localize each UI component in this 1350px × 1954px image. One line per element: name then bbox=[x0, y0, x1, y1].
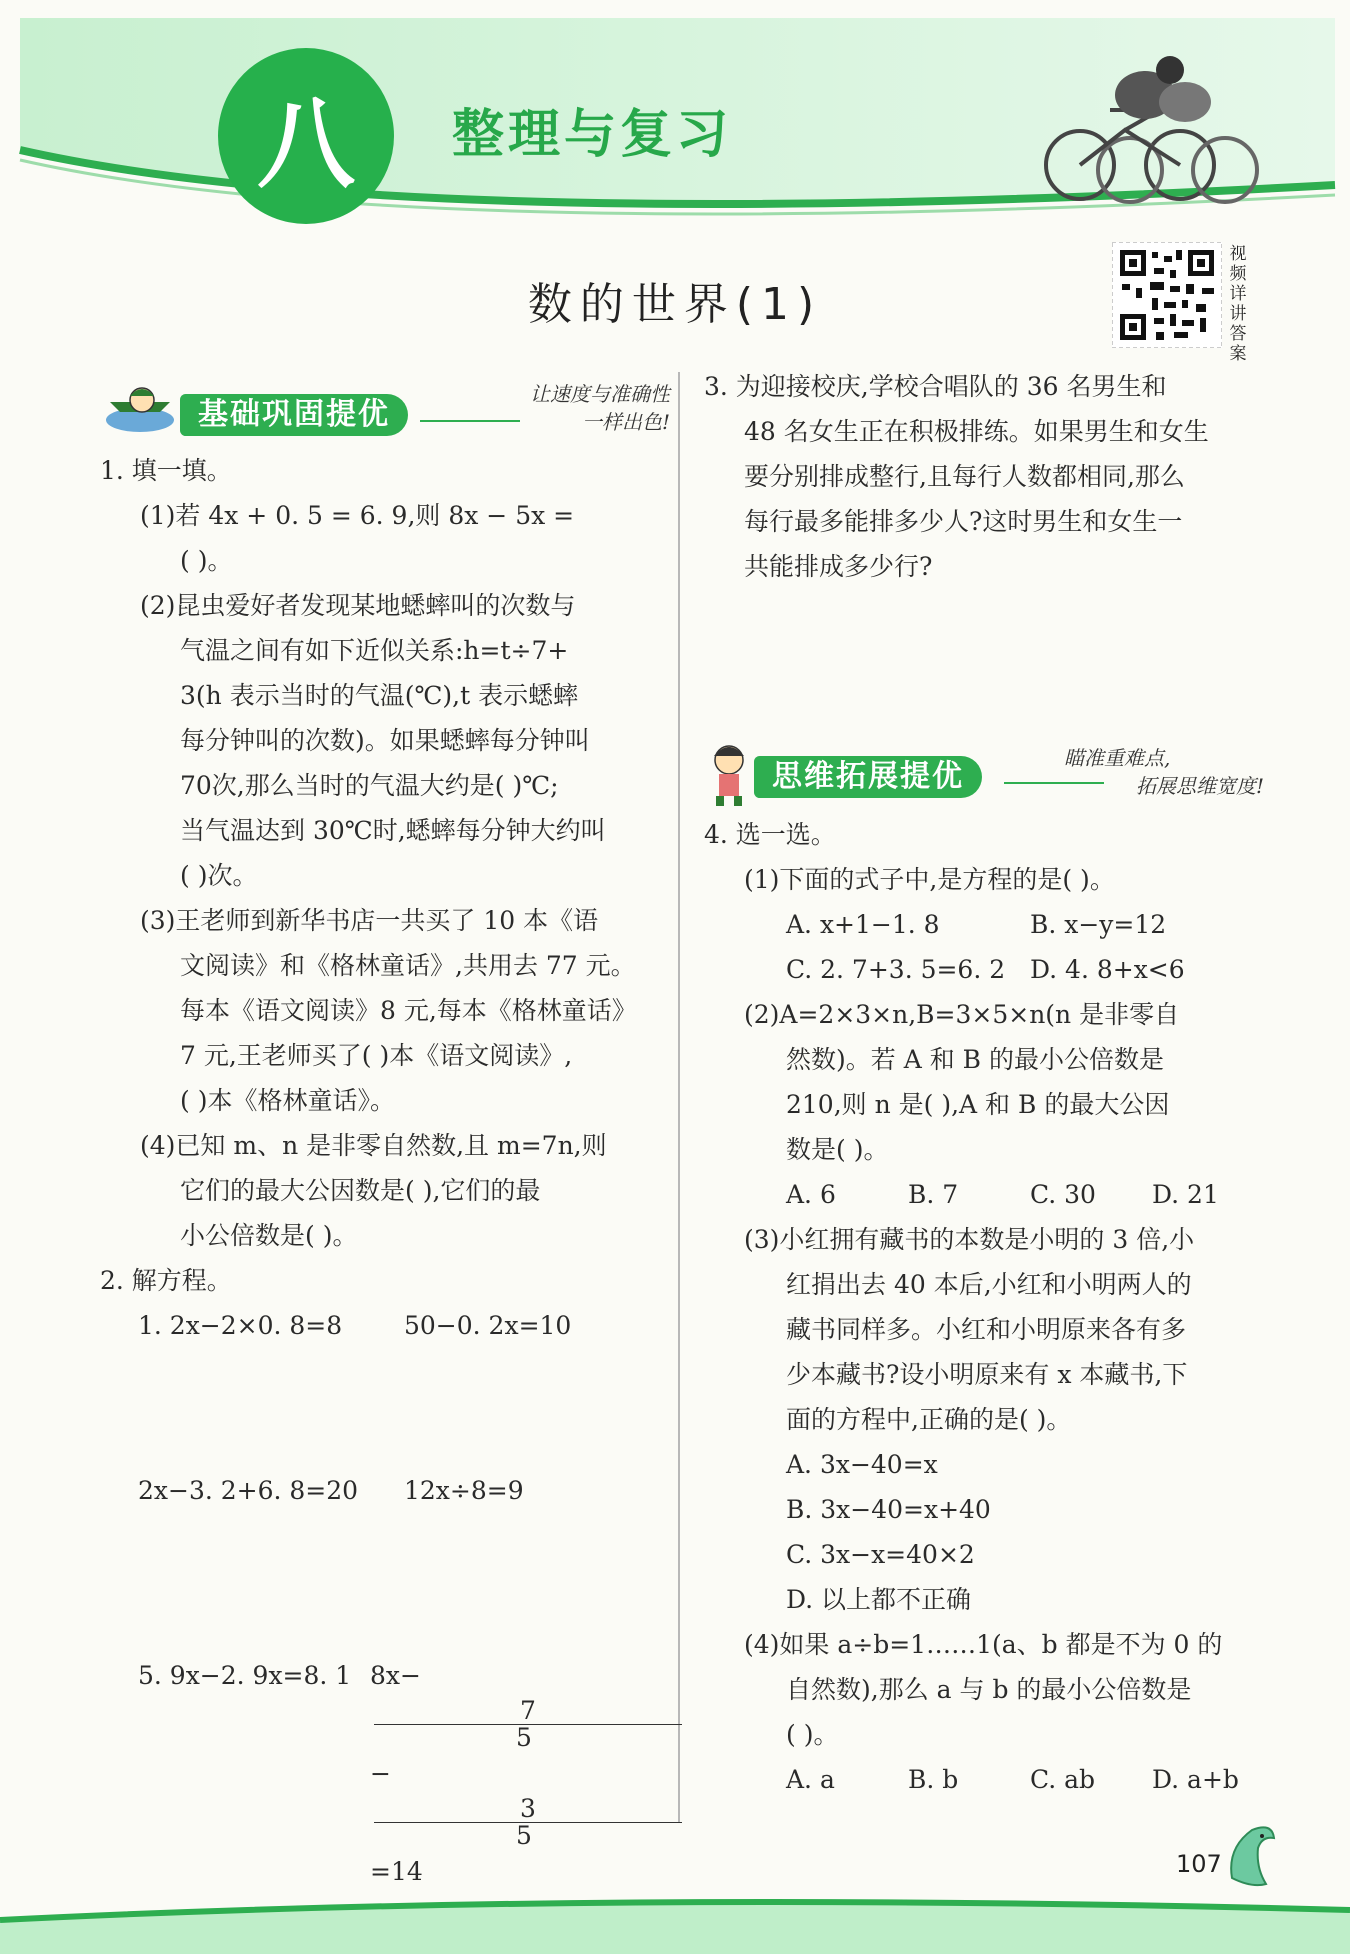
section-extension-tagline-1: 瞄准重难点, bbox=[1064, 746, 1171, 770]
q1-p4-line3: 小公倍数是( )。 bbox=[180, 1221, 358, 1250]
q4-p1-options-row1 bbox=[704, 902, 1274, 947]
cyclist-illustration bbox=[1040, 40, 1270, 210]
q4-p4-option-a[interactable]: A. a bbox=[786, 1765, 835, 1794]
unit-title: 整理与复习 bbox=[452, 105, 733, 165]
q2-row1 bbox=[100, 1303, 670, 1348]
q2-equation-2: 50−0. 2x=10 bbox=[404, 1311, 572, 1340]
q4-heading: 4. 选一选。 bbox=[704, 820, 836, 849]
q3-line2: 48 名女生正在积极排练。如果男生和女生 bbox=[744, 417, 1209, 446]
q1-p2-line1: (2)昆虫爱好者发现某地蟋蟀叫的次数与 bbox=[140, 591, 576, 620]
q2-row2 bbox=[100, 1468, 670, 1513]
q4-p4-option-b[interactable]: B. b bbox=[908, 1765, 959, 1794]
q1-p2-line7: ( )次。 bbox=[180, 861, 258, 890]
column-divider bbox=[678, 372, 680, 1822]
q4-p3-option-b[interactable]: B. 3x−40=x+40 bbox=[786, 1495, 991, 1524]
q3-line1: 3. 为迎接校庆,学校合唱队的 36 名男生和 bbox=[704, 372, 1167, 401]
q4-p2-line4: 数是( )。 bbox=[786, 1135, 889, 1164]
q4-p2-option-d[interactable]: D. 21 bbox=[1152, 1180, 1219, 1209]
q1-p3-line5: ( )本《格林童话》。 bbox=[180, 1086, 395, 1115]
q2-work-space-1[interactable] bbox=[100, 1348, 670, 1468]
lesson-title: 数的世界(1) bbox=[527, 279, 823, 330]
dolphin-icon bbox=[1222, 1818, 1282, 1898]
q4-p1-option-d[interactable]: D. 4. 8+x<6 bbox=[1030, 955, 1185, 984]
page-number: 107 bbox=[1176, 1850, 1222, 1878]
unit-number-badge bbox=[218, 48, 394, 224]
unit-number: 八 bbox=[256, 87, 355, 202]
q1-p2-line5: 70次,那么当时的气温大约是( )℃; bbox=[180, 771, 559, 800]
girl-mascot-icon bbox=[704, 742, 754, 808]
q1-p1-line1: (1)若 4x + 0. 5 = 6. 9,则 8x − 5x = bbox=[140, 501, 575, 530]
q1-p2-line3: 3(h 表示当时的气温(℃),t 表示蟋蟀 bbox=[180, 681, 579, 710]
q4-p4-line3: ( )。 bbox=[786, 1720, 839, 1749]
q2-equation-1: 1. 2x−2×0. 8=8 bbox=[138, 1311, 343, 1340]
section-basic-label: 基础巩固提优 bbox=[180, 394, 408, 436]
q4-p1-option-a[interactable]: A. x+1−1. 8 bbox=[786, 910, 940, 939]
right-column-top bbox=[704, 364, 1274, 589]
q4-p2-line3: 210,则 n 是( ),A 和 B 的最大公因 bbox=[786, 1090, 1170, 1119]
q4-p1-stem: (1)下面的式子中,是方程的是( )。 bbox=[744, 865, 1115, 894]
q4-p4-line2: 自然数),那么 a 与 b 的最小公倍数是 bbox=[786, 1675, 1192, 1704]
q2-equation-6 bbox=[370, 1653, 670, 1894]
q2-work-space-2[interactable] bbox=[100, 1513, 670, 1653]
q2-eq6-fraction-2 bbox=[374, 1796, 682, 1849]
section-extension-tagline bbox=[1034, 744, 1264, 800]
q2-eq6-fraction-1 bbox=[374, 1698, 682, 1751]
q4-p3-option-a[interactable]: A. 3x−40=x bbox=[786, 1450, 938, 1479]
q1-p4-line2: 它们的最大公因数是( ),它们的最 bbox=[180, 1176, 541, 1205]
q1-p2-line2: 气温之间有如下近似关系:h=t÷7+ bbox=[180, 636, 569, 665]
q2-equation-5: 5. 9x−2. 9x=8. 1 bbox=[138, 1661, 352, 1690]
q2-heading: 2. 解方程。 bbox=[100, 1266, 232, 1295]
q4-p4-option-d[interactable]: D. a+b bbox=[1152, 1765, 1239, 1794]
q4-p1-option-c[interactable]: C. 2. 7+3. 5=6. 2 bbox=[786, 955, 1006, 984]
fraction-numerator: 3 bbox=[374, 1796, 682, 1823]
airplane-mascot-icon bbox=[100, 382, 180, 442]
fraction-denominator: 5 bbox=[516, 1723, 532, 1752]
q4-p3-option-d[interactable]: D. 以上都不正确 bbox=[786, 1585, 972, 1614]
q4-p2-options bbox=[704, 1172, 1274, 1217]
fraction-denominator: 5 bbox=[516, 1821, 532, 1850]
q1-p1-line2: ( )。 bbox=[180, 546, 233, 575]
q4-p3-option-c[interactable]: C. 3x−x=40×2 bbox=[786, 1540, 975, 1569]
q2-eq6-suffix: =14 bbox=[370, 1857, 423, 1886]
q3-line4: 每行最多能排多少人?这时男生和女生一 bbox=[744, 507, 1183, 536]
q1-p4-line1: (4)已知 m、n 是非零自然数,且 m=7n,则 bbox=[140, 1131, 607, 1160]
q4-p3-line1: (3)小红拥有藏书的本数是小明的 3 倍,小 bbox=[744, 1225, 1195, 1254]
q4-p4-options bbox=[704, 1757, 1274, 1802]
q4-p2-option-a[interactable]: A. 6 bbox=[786, 1180, 836, 1209]
section-extension-header bbox=[704, 742, 1274, 812]
q1-p3-line4: 7 元,王老师买了( )本《语文阅读》, bbox=[180, 1041, 573, 1070]
q2-equation-3: 2x−3. 2+6. 8=20 bbox=[138, 1476, 359, 1505]
section-basic-tagline-2: 一样出色! bbox=[581, 410, 670, 434]
q1-p2-line6: 当气温达到 30℃时,蟋蟀每分钟大约叫 bbox=[180, 816, 606, 845]
q4-p2-line2: 然数)。若 A 和 B 的最小公倍数是 bbox=[786, 1045, 1164, 1074]
section-extension-tagline-2: 拓展思维宽度! bbox=[1135, 774, 1264, 798]
q1-p3-line1: (3)王老师到新华书店一共买了 10 本《语 bbox=[140, 906, 599, 935]
q4-p4-line1: (4)如果 a÷b=1……1(a、b 都是不为 0 的 bbox=[744, 1630, 1223, 1659]
q4-p2-option-b[interactable]: B. 7 bbox=[908, 1180, 959, 1209]
q4-p1-options-row2 bbox=[704, 947, 1274, 992]
q1-p3-line2: 文阅读》和《格林童话》,共用去 77 元。 bbox=[180, 951, 636, 980]
q2-eq6-minus: − bbox=[370, 1759, 391, 1788]
q4-p2-line1: (2)A=2×3×n,B=3×5×n(n 是非零自 bbox=[744, 1000, 1180, 1029]
qr-code[interactable] bbox=[1112, 242, 1222, 348]
q2-eq6-prefix: 8x− bbox=[370, 1661, 421, 1690]
q4-p4-option-c[interactable]: C. ab bbox=[1030, 1765, 1096, 1794]
q4-p3-line5: 面的方程中,正确的是( )。 bbox=[786, 1405, 1072, 1434]
q3-line5: 共能排成多少行? bbox=[744, 552, 933, 581]
q4-p3-line4: 少本藏书?设小明原来有 x 本藏书,下 bbox=[786, 1360, 1188, 1389]
q1-p2-line4: 每分钟叫的次数)。如果蟋蟀每分钟叫 bbox=[180, 726, 590, 755]
q2-row3 bbox=[100, 1653, 670, 1894]
q4-p1-option-b[interactable]: B. x−y=12 bbox=[1030, 910, 1167, 939]
section-extension-label: 思维拓展提优 bbox=[754, 756, 982, 798]
q1-p3-line3: 每本《语文阅读》8 元,每本《格林童话》 bbox=[180, 996, 637, 1025]
q4-p3-line2: 红捐出去 40 本后,小红和小明两人的 bbox=[786, 1270, 1192, 1299]
qr-label: 视频详讲答案 bbox=[1229, 244, 1247, 364]
q3-line3: 要分别排成整行,且每行人数都相同,那么 bbox=[744, 462, 1185, 491]
q1-heading: 1. 填一填。 bbox=[100, 456, 232, 485]
q4-p2-option-c[interactable]: C. 30 bbox=[1030, 1180, 1096, 1209]
q2-equation-4: 12x÷8=9 bbox=[404, 1476, 524, 1505]
right-column-bottom bbox=[704, 812, 1274, 1802]
footer-wave bbox=[0, 1880, 1350, 1954]
left-column bbox=[100, 448, 670, 1894]
fraction-numerator: 7 bbox=[374, 1698, 682, 1725]
section-basic-header bbox=[100, 380, 670, 450]
section-basic-tagline-1: 让速度与准确性 bbox=[530, 382, 670, 406]
section-basic-tagline bbox=[440, 380, 670, 436]
q4-p3-line3: 藏书同样多。小红和小明原来各有多 bbox=[786, 1315, 1187, 1344]
